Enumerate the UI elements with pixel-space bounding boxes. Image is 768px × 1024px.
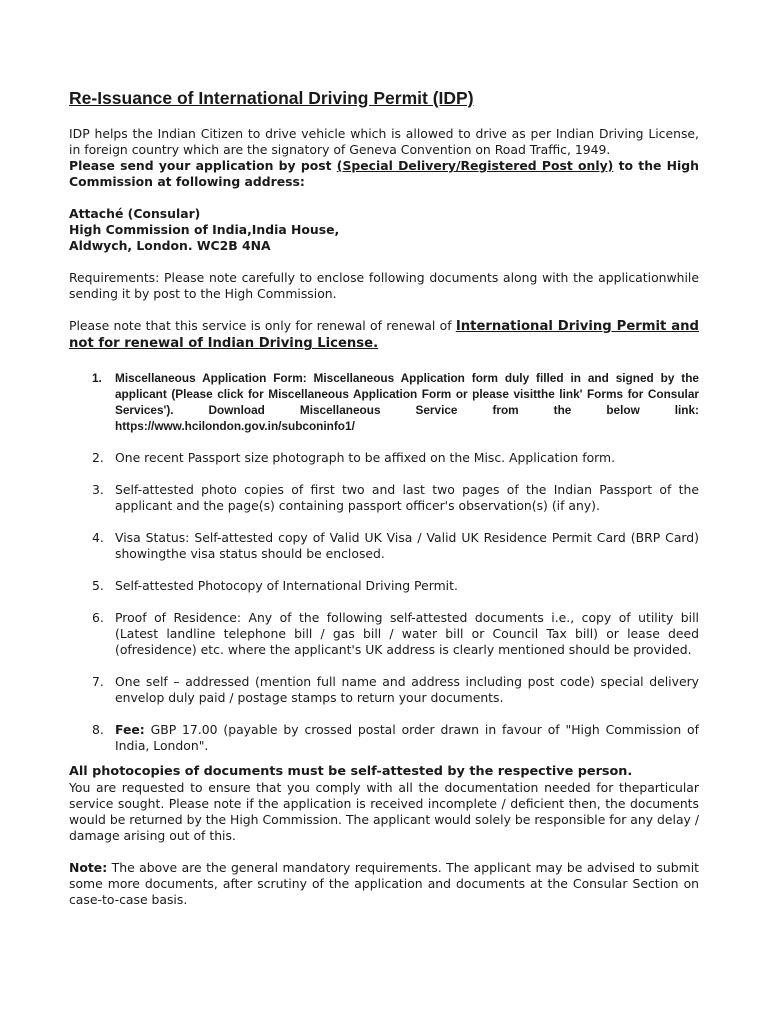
item-number: 8. [92, 722, 104, 737]
item-number: 4. [92, 530, 104, 545]
intro-paragraph: IDP helps the Indian Citizen to drive vehicle which is allowed to drive as per Indian Driving License, in foreign country which are the signatory of Geneva Convention on Road Traffic, 1949. [69, 126, 699, 157]
item-text: GBP 17.00 (payable by crossed postal order drawn in favour of "High Commission of India, London". [115, 722, 699, 753]
item-text: Proof of Residence: Any of the following self-attested documents i.e., copy of utility bill (Latest landline telephone bill / gas bill / water bill or Council Tax bill) or lease deed (ofresidence) etc. where the applicant's UK address is clearly mentioned should be provided. [115, 610, 699, 657]
address-block [69, 206, 699, 254]
list-item [69, 578, 699, 594]
document-page [69, 88, 699, 908]
list-item [69, 450, 699, 466]
fee-label: Fee: [115, 722, 145, 737]
list-item [69, 610, 699, 658]
send-instruction [69, 158, 699, 190]
item-text: One self – addressed (mention full name and address including post code) special delivery envelop duly paid / postage stamps to return your documents. [115, 674, 699, 705]
list-item [69, 674, 699, 706]
send-underline: (Special Delivery/Registered Post only) [336, 158, 614, 173]
page-title: Re-Issuance of International Driving Permit (IDP) [69, 88, 474, 108]
item-number: 6. [92, 610, 104, 625]
item-number: 1. [92, 371, 102, 385]
send-pre: Please send your application by post [69, 158, 337, 173]
item-text: Miscellaneous Application Form: Miscellaneous Application form duly filled in and signed by the applicant (Please click for Miscellaneous Application Form or please visitthe link' Forms for Consular Services'). Download Miscellaneous Service from the below link: https://www.hcilondon.gov.in/subconinfo1/ [115, 371, 699, 433]
list-item [69, 370, 699, 434]
attest-paragraph: You are requested to ensure that you comply with all the documentation needed for theparticular service sought. Please note if the application is received incomplete / deficient then, the documents would be returned by the High Commission. The applicant would solely be responsible for any delay / damage arising out of this. [69, 780, 699, 843]
address-line: Attaché (Consular) [69, 206, 201, 221]
note-text: The above are the general mandatory requirements. The applicant may be advised to submit some more documents, after scrutiny of the application and documents at the Consular Section on case-to-case basis. [69, 860, 699, 907]
address-line: High Commission of India,India House, [69, 222, 340, 237]
renewal-bold: International Driving Permit and not for renewal of Indian Driving License. [69, 319, 699, 351]
renewal-pre: Please note that this service is only for renewal of renewal of [69, 318, 456, 333]
note-label: Note: [69, 860, 108, 875]
note-paragraph [69, 860, 699, 908]
attest-heading: All photocopies of documents must be self-attested by the respective person. [69, 764, 633, 779]
item-text: Self-attested photo copies of first two and last two pages of the Indian Passport of the applicant and the page(s) containing passport officer's observation(s) (if any). [115, 482, 699, 513]
item-number: 3. [92, 482, 104, 497]
list-item [69, 722, 699, 754]
item-text: Visa Status: Self-attested copy of Valid UK Visa / Valid UK Residence Permit Card (BRP Card) showingthe visa status should be enclosed. [115, 530, 699, 561]
item-number: 5. [92, 578, 104, 593]
list-item [69, 530, 699, 562]
requirements-paragraph: Requirements: Please note carefully to enclose following documents along with the applicationwhile sending it by post to the High Commission. [69, 270, 699, 301]
send-post: to the High Commission at following address: [69, 158, 699, 189]
item-text: One recent Passport size photograph to be affixed on the Misc. Application form. [115, 450, 616, 465]
item-number: 7. [92, 674, 104, 689]
requirements-list [69, 370, 699, 754]
item-text: Self-attested Photocopy of International Driving Permit. [115, 578, 458, 593]
renewal-note [69, 318, 699, 352]
item-number: 2. [92, 450, 104, 465]
list-item [69, 482, 699, 514]
address-line: Aldwych, London. WC2B 4NA [69, 238, 271, 253]
